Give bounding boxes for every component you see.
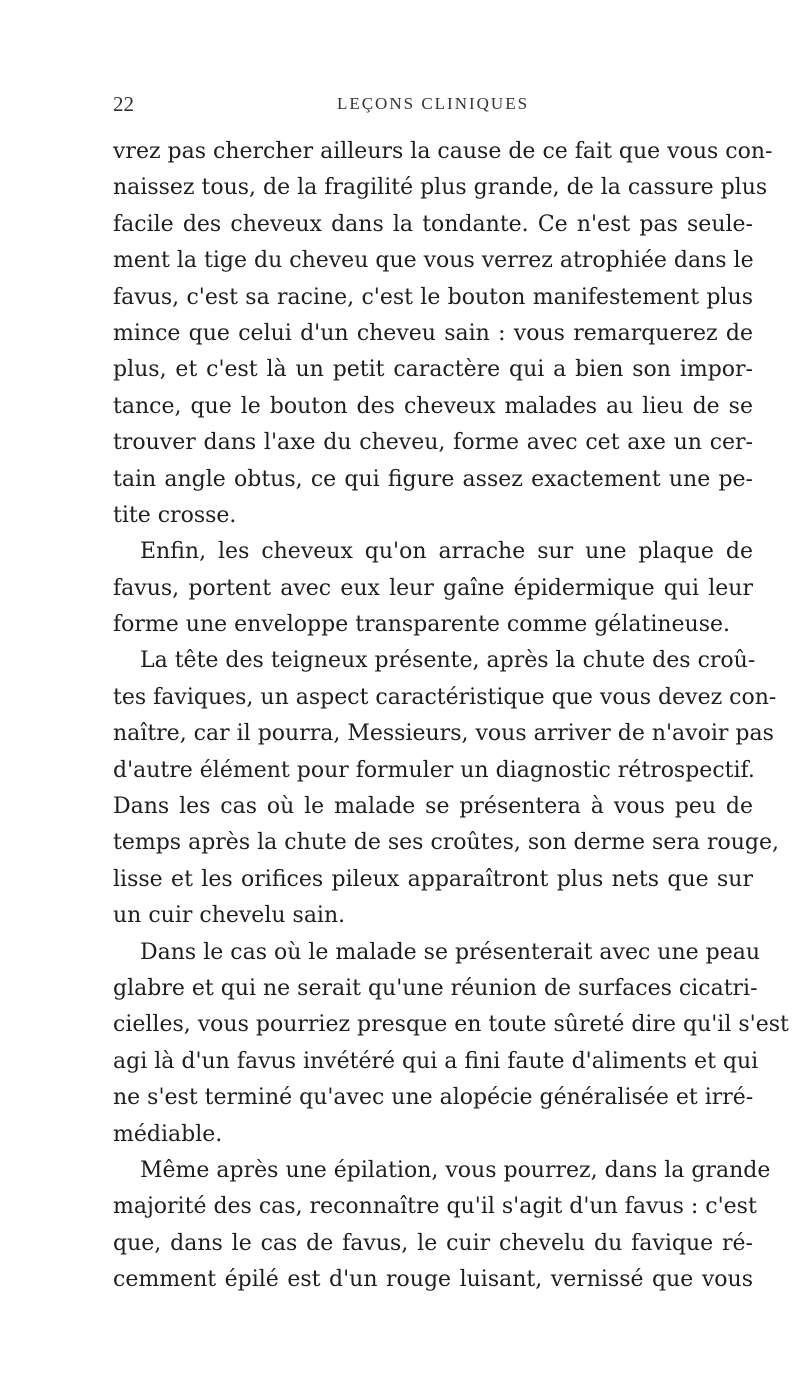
text-line: forme une enveloppe transparente comme gélatineuse. bbox=[113, 612, 731, 638]
text-line: agi là d'un favus invétéré qui a fini faute d'aliments et qui bbox=[113, 1048, 759, 1074]
text-line: La tête des teigneux présente, après la chute des croû- bbox=[140, 648, 756, 674]
text-line: Dans les cas où le malade se présentera à vous peu de bbox=[113, 794, 753, 820]
text-line: ne s'est terminé qu'avec une alopécie généralisée et irré- bbox=[113, 1085, 754, 1111]
text-line: Dans le cas où le malade se présenterait avec une peau bbox=[140, 939, 761, 965]
text-line: plus, et c'est là un petit caractère qui a bien son impor- bbox=[113, 357, 753, 383]
text-line: tite crosse. bbox=[113, 502, 237, 528]
text-line: favus, c'est sa racine, c'est le bouton manifestement plus bbox=[113, 284, 753, 310]
body-text bbox=[113, 134, 789, 1299]
text-line: vrez pas chercher ailleurs la cause de ce fait que vous con- bbox=[113, 139, 773, 164]
text-line: facile des cheveux dans la tondante. Ce n'est pas seule- bbox=[113, 211, 753, 237]
text-line: un cuir chevelu sain. bbox=[113, 903, 346, 929]
text-line: temps après la chute de ses croûtes, son derme sera rouge, bbox=[113, 830, 779, 856]
page-number: 22 bbox=[113, 92, 134, 116]
text-line: favus, portent avec eux leur gaîne épidermique qui leur bbox=[113, 575, 753, 601]
text-line: ment la tige du cheveu que vous verrez atrophiée dans le bbox=[113, 248, 754, 274]
text-line: cemment épilé est d'un rouge luisant, vernissé que vous bbox=[113, 1267, 753, 1293]
text-line: tain angle obtus, ce qui figure assez exactement une pe- bbox=[113, 466, 753, 492]
running-head bbox=[113, 92, 753, 118]
text-line: naître, car il pourra, Messieurs, vous arriver de n'avoir pas bbox=[113, 721, 774, 747]
text-line: glabre et qui ne serait qu'une réunion de surfaces cicatri- bbox=[113, 975, 758, 1001]
text-line: naissez tous, de la fragilité plus grande, de la cassure plus bbox=[113, 175, 768, 201]
text-line: d'autre élément pour formuler un diagnostic rétrospectif. bbox=[113, 757, 755, 783]
text-line: cielles, vous pourriez presque en toute sûreté dire qu'il s'est bbox=[113, 1012, 789, 1038]
text-line: majorité des cas, reconnaître qu'il s'agit d'un favus : c'est bbox=[113, 1194, 757, 1220]
text-line: tes faviques, un aspect caractéristique que vous devez con- bbox=[113, 684, 777, 710]
text-line: trouver dans l'axe du cheveu, forme avec cet axe un cer- bbox=[113, 430, 753, 456]
text-line: Même après une épilation, vous pourrez, dans la grande bbox=[140, 1157, 771, 1183]
running-title: LEÇONS CLINIQUES bbox=[336, 94, 530, 113]
text-line: médiable. bbox=[113, 1121, 223, 1147]
text-line: que, dans le cas de favus, le cuir chevelu du favique ré- bbox=[113, 1230, 753, 1256]
text-line: Enfin, les cheveux qu'on arrache sur une plaque de bbox=[140, 539, 753, 565]
text-line: tance, que le bouton des cheveux malades au lieu de se bbox=[113, 393, 753, 419]
text-line: lisse et les orifices pileux apparaîtront plus nets que sur bbox=[113, 866, 753, 892]
text-line: mince que celui d'un cheveu sain : vous remarquerez de bbox=[113, 320, 753, 346]
